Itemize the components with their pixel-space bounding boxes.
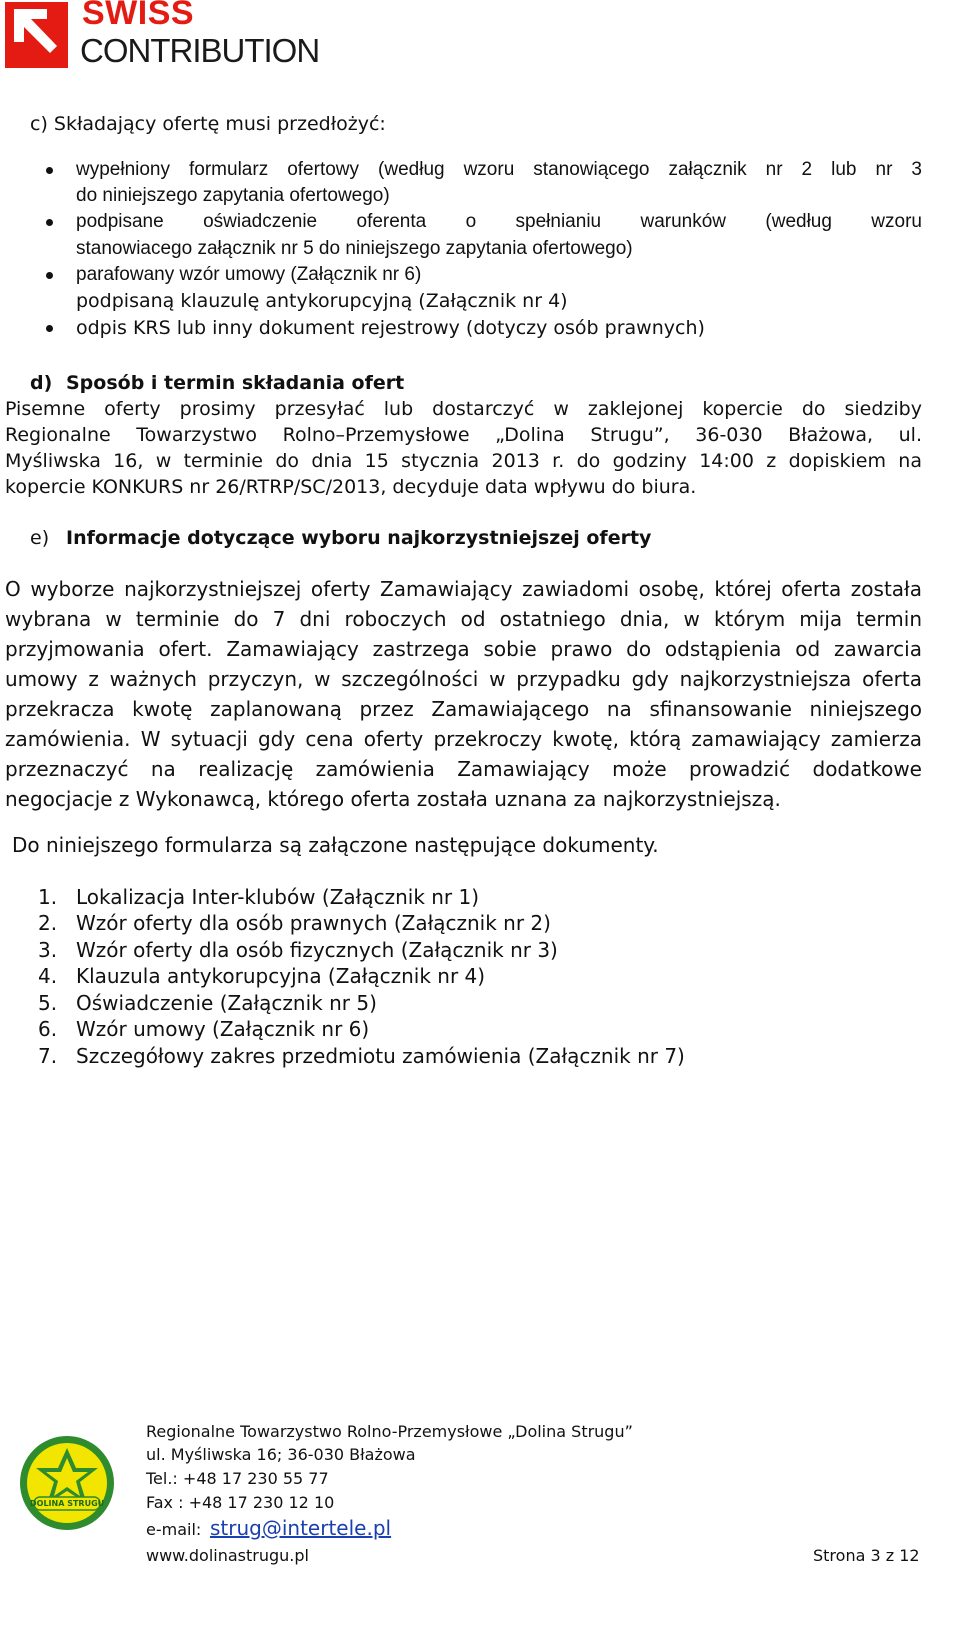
section-d-heading: Sposób i termin składania ofert — [66, 372, 405, 394]
section-e-line-2: wybrana w terminie do 7 dni roboczych od ostatniego dnia, w którym mija termin — [5, 607, 922, 631]
footer-logo-text: DOLINA STRUGU — [30, 1499, 105, 1508]
attachment-text: Klauzula antykorupcyjna (Załącznik nr 4) — [76, 964, 486, 988]
section-e-line-1: O wyborze najkorzystniejszej oferty Zamawiający zawiadomi osobę, której oferta została — [5, 577, 922, 601]
attachment-text: Wzór oferty dla osób fizycznych (Załącznik nr 3) — [76, 938, 558, 962]
section-e-line-5: przekracza kwotę zaplanowaną przez Zamawiającego na sfinansowanie niniejszego — [5, 697, 922, 721]
bullet-dot — [46, 219, 53, 226]
footer-tel: Tel.: +48 17 230 55 77 — [146, 1469, 329, 1488]
section-e-line-3: przyjmowania ofert. Zamawiający zastrzega sobie prawo do odstąpienia od zawarcia — [5, 637, 922, 661]
attachment-num: 2. — [38, 911, 58, 935]
swiss-flag-logo-icon — [5, 2, 68, 68]
attachment-num: 1. — [38, 885, 58, 909]
section-e-line-8: negocjacje z Wykonawcą, którego oferta została uznana za najkorzystniejszą. — [5, 787, 781, 811]
section-e-prefix: e) — [30, 527, 50, 549]
section-d-line-3: Myśliwska 16, w terminie do dnia 15 stycznia 2013 r. do godziny 14:00 z dopiskiem na — [5, 450, 922, 472]
attachment-num: 5. — [38, 991, 58, 1015]
footer-org: Regionalne Towarzystwo Rolno-Przemysłowe „Dolina Strugu” — [146, 1422, 633, 1441]
logo-swiss-text: SWISS — [82, 0, 195, 32]
logo-contribution-text: CONTRIBUTION — [80, 32, 320, 69]
footer-email-label: e-mail: — [146, 1520, 202, 1539]
section-e-line-6: zamówienia. W sytuacji gdy cena oferty przekroczy kwotę, którą zamawiający zamierza — [5, 727, 922, 751]
attachment-text: Oświadczenie (Załącznik nr 5) — [76, 991, 377, 1015]
attachment-text: Wzór oferty dla osób prawnych (Załącznik nr 2) — [76, 911, 551, 935]
section-e-heading: Informacje dotyczące wyboru najkorzystniejszej oferty — [66, 527, 652, 549]
bullet-dot — [46, 272, 53, 279]
attachment-num: 4. — [38, 964, 58, 988]
section-c-bullet-1-line-2: do niniejszego zapytania ofertowego) — [76, 185, 390, 206]
attachment-text: Wzór umowy (Załącznik nr 6) — [76, 1017, 370, 1041]
section-c-bullet-3-line-1: parafowany wzór umowy (Załącznik nr 6) — [76, 264, 422, 285]
section-d-line-2: Regionalne Towarzystwo Rolno–Przemysłowe „Dolina Strugu”, 36-030 Błażowa, ul. — [5, 424, 922, 446]
footer-address: ul. Myśliwska 16; 36-030 Błażowa — [146, 1445, 416, 1464]
section-c-heading: c) Składający ofertę musi przedłożyć: — [30, 113, 386, 135]
section-e-line-4: umowy z ważnych przyczyn, w szczególności w przypadku gdy najkorzystniejsza oferta — [5, 667, 922, 691]
section-c-bullet-2-line-1: podpisane oświadczenie oferenta o spełnianiu warunków (według wzoru — [76, 211, 922, 232]
bullet-dot — [46, 325, 53, 332]
attachment-text: Szczegółowy zakres przedmiotu zamówienia (Załącznik nr 7) — [76, 1044, 685, 1068]
section-c-bullet-4-line-1: odpis KRS lub inny dokument rejestrowy (dotyczy osób prawnych) — [76, 317, 705, 339]
section-d-line-1: Pisemne oferty prosimy przesyłać lub dostarczyć w zaklejonej kopercie do siedziby — [5, 398, 922, 420]
section-c-bullet-3-line-2: podpisaną klauzulę antykorupcyjną (Załącznik nr 4) — [76, 290, 568, 312]
section-d-prefix: d) — [30, 372, 53, 394]
attachment-num: 6. — [38, 1017, 58, 1041]
attachments-intro: Do niniejszego formularza są załączone następujące dokumenty. — [12, 833, 659, 857]
dolina-strugu-logo-icon — [18, 1434, 116, 1532]
attachment-num: 7. — [38, 1044, 58, 1068]
section-c-bullet-2-line-2: stanowiacego załącznik nr 5 do niniejszego zapytania ofertowego) — [76, 238, 633, 259]
section-c-bullet-1-line-1: wypełniony formularz ofertowy (według wzoru stanowiącego załącznik nr 2 lub nr 3 — [76, 159, 922, 180]
footer-page-number: Strona 3 z 12 — [813, 1546, 920, 1565]
attachment-num: 3. — [38, 938, 58, 962]
section-d-line-4: kopercie KONKURS nr 26/RTRP/SC/2013, decyduje data wpływu do biura. — [5, 476, 697, 498]
bullet-dot — [46, 167, 53, 174]
footer-website[interactable]: www.dolinastrugu.pl — [146, 1546, 309, 1565]
attachment-text: Lokalizacja Inter-klubów (Załącznik nr 1) — [76, 885, 480, 909]
footer-fax: Fax : +48 17 230 12 10 — [146, 1493, 335, 1512]
section-e-line-7: przeznaczyć na realizację zamówienia Zamawiający może prowadzić dodatkowe — [5, 757, 922, 781]
footer-email-link[interactable]: strug@intertele.pl — [210, 1516, 392, 1540]
